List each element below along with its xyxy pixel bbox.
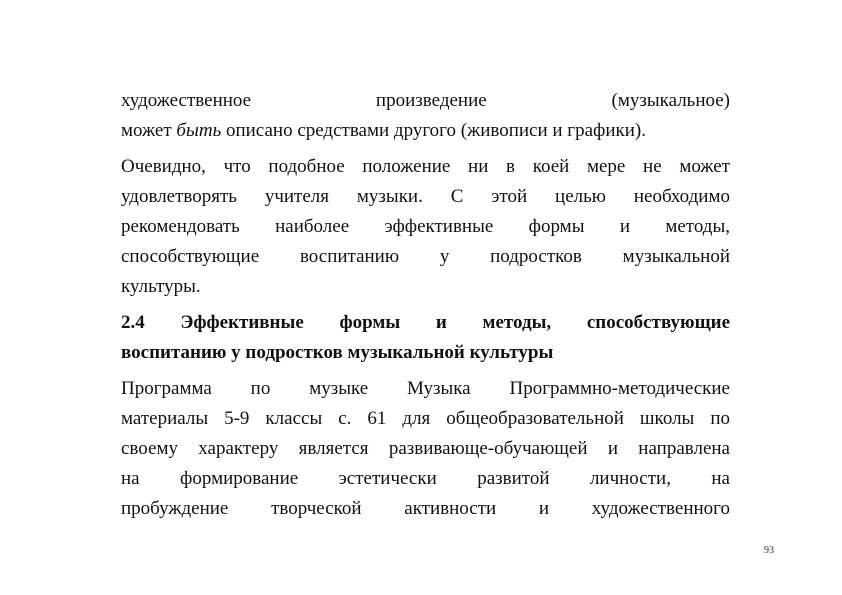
- text-fragment: описано средствами другого (живописи и графики).: [221, 120, 646, 141]
- text-line: удовлетворять учителя музыки. С этой целью необходимо: [121, 186, 730, 207]
- text-line: культуры.: [121, 276, 201, 297]
- paragraph-body: [121, 374, 730, 524]
- page-number: 93: [764, 545, 774, 556]
- heading-line: 2.4 Эффективные формы и методы, способствующие: [121, 312, 730, 333]
- text-line: рекомендовать наиболее эффективные формы и методы,: [121, 216, 730, 237]
- text-line: [121, 116, 730, 146]
- text-line: способствующие воспитанию у подростков музыкальной: [121, 246, 730, 267]
- text-fragment: может: [121, 120, 177, 141]
- section-heading: [121, 308, 730, 368]
- text-line: художественное произведение (музыкальное): [121, 90, 730, 111]
- text-line: Программа по музыке Музыка Программно-методические: [121, 378, 730, 399]
- text-line: пробуждение творческой активности и художественного: [121, 498, 730, 519]
- paragraph-continuation: [121, 86, 730, 146]
- paragraph-body: [121, 152, 730, 302]
- text-line: на формирование эстетически развитой личности, на: [121, 468, 730, 489]
- heading-line: воспитанию у подростков музыкальной культуры: [121, 342, 554, 363]
- italic-word: быть: [176, 120, 222, 141]
- text-line: своему характеру является развивающе-обучающей и направлена: [121, 438, 730, 459]
- text-line: материалы 5-9 классы с. 61 для общеобразовательной школы по: [121, 408, 730, 429]
- text-line: Очевидно, что подобное положение ни в коей мере не может: [121, 156, 730, 177]
- document-page: [121, 86, 730, 524]
